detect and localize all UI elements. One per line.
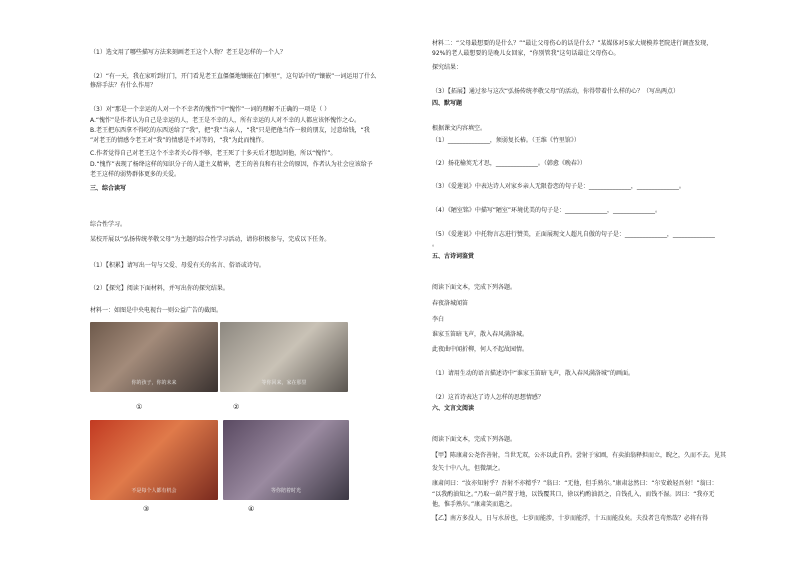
right-line: 材料二：“父母最想要的是什么？”“最让父母伤心的话是什么？”某媒体对5家大规模养老院进行调查发现， — [432, 40, 713, 47]
left-line: 材料一：如图是中央电视台一则公益广告的截图。 — [90, 307, 223, 314]
right-line: 探究结果： — [432, 64, 463, 71]
photo-number: ② — [233, 403, 240, 411]
right-line: 阅读下面文本，完成下列各题。 — [432, 284, 517, 291]
photo-number: ④ — [248, 505, 255, 513]
left-line: （1）选文用了哪些描写方法来刻画老王这个人物？老王是怎样的一个人？ — [90, 49, 286, 56]
ad-photo-3 — [90, 420, 218, 500]
photo-caption: 不是每个人都有机会 — [131, 488, 177, 494]
right-line: 阅读下面文本，完成下列各题。 — [432, 436, 517, 443]
section-heading: 五、古诗词鉴赏 — [432, 253, 475, 260]
photo-caption: 等你陪着时光 — [270, 488, 301, 494]
left-line: 综合性学习。 — [90, 221, 127, 228]
photo-number: ③ — [143, 505, 150, 513]
right-line: 康肃问曰：“汝亦知射乎？吾射不亦精乎？”翁曰：“无他，但手熟尔。”康肃忿然曰：“尔安敢轻吾射！”翁曰： — [432, 480, 718, 487]
right-line: （2）这首诗表达了诗人怎样的思想情感？ — [432, 394, 544, 401]
right-line: 发矢十中八九，但微颔之。 — [432, 465, 505, 472]
right-line: “以我酌油知之。”乃取一葫芦置于地，以钱覆其口，徐以杓酌油沥之，自钱孔入，而钱不湿。因曰：“我亦无 — [432, 491, 715, 498]
left-line: 修辞手法？有什么作用？ — [90, 82, 157, 89]
poem-title: 春夜洛城闻笛 — [432, 300, 469, 307]
left-line: 某校开展以“弘扬传统孝敬父母”为主题的综合性学习活动，请你积极参与，完成以下任务。 — [90, 236, 331, 243]
right-line: （1）请用生动的语言描述诗中“谁家玉笛暗飞声，散入春风满洛城”的画面。 — [432, 370, 635, 377]
left-line: D.“愧怍”表现了杨绛这样的知识分子的人道主义精神，老王的善良和有社会的原因，作者认为社会应该给予 — [90, 161, 373, 168]
section-heading: 三、综合读写 — [90, 185, 127, 192]
right-line: （5）《爱莲说》中托物言志进行赞美，正面展现文人超凡自傲的句子是：______________，______________ — [432, 231, 715, 238]
ad-photo-2 — [220, 322, 348, 392]
photo-caption: 你的孩子，你的未来 — [131, 380, 177, 386]
right-line: 。 — [432, 241, 439, 248]
left-line: （1）【积累】请写出一句与父爱、母爱有关的名言、俗语或诗句。 — [90, 262, 265, 269]
ad-photo-1 — [90, 322, 218, 392]
left-line: （2）【探究】阅读下面材料，并写出你的探究结果。 — [90, 285, 229, 292]
right-line: 根据课文内容填空。 — [432, 125, 487, 132]
right-line: （4）《陋室铭》中描写“陋室”环境优美的句子是：______________，______________。 — [432, 207, 662, 214]
right-line: （3）《爱莲说》中表达诗人对家乡亲人无限眷恋的句子是：______________，______________。 — [432, 183, 685, 190]
right-line: 【甲】陈康肃公尧咨善射，当世无双，公亦以此自矜。尝射于家圃，有卖油翁释担而立，睨之，久而不去。见其 — [432, 452, 727, 459]
poem-line: 此夜曲中闻折柳，何人不起故园情。 — [432, 346, 529, 353]
left-line: （3）对“那是一个幸运的人对一个不幸者的愧怍”中“愧怍”一词的理解不正确的一项是（ ） — [90, 106, 331, 113]
left-line: 老王这样的弱势群体更多的关爱。 — [90, 171, 181, 178]
poem-author: 李白 — [432, 316, 445, 323]
left-line: A.“愧怍”是作者认为自己是幸运的人，老王是不幸的人，所有幸运的人对不幸的人都应该怀愧怍之心。 — [90, 117, 361, 124]
left-line: B.老王把东西拿不得吃的东西送给了“我”，把“我”当亲人，“我”只是把他当作一般的朋友，过意给钱，“我 — [90, 127, 370, 134]
ad-photo-4 — [223, 420, 349, 500]
poem-line: 谁家玉笛暗飞声，散入春风满洛城。 — [432, 331, 529, 338]
left-line: C.作者觉得自己对老王这个不幸者关心得不够，老王死了十多天后才想起问他，所以“愧怍”。 — [90, 150, 337, 157]
section-heading: 四、默写题 — [432, 100, 463, 107]
left-line: ”对老王的情感令老王对“我”的情感是不对等的，“我”为此而愧怍。 — [90, 137, 268, 144]
photo-number: ① — [136, 403, 143, 411]
right-line: （2）扬花榆荚无才思，______________。（韩愈《晚春》） — [432, 160, 586, 167]
right-line: 92%的老人最想要的是晚儿女回家，“你别管我”这句话最让父母伤心。 — [432, 50, 620, 57]
section-heading: 六、文言文阅读 — [432, 405, 475, 412]
photo-caption: 等你回来，家在那里 — [261, 380, 307, 386]
right-line: （3）【拓展】通过参与这次“弘扬传统孝敬父母”的活动，你得带着什么样的心？（写出两点） — [432, 88, 680, 95]
right-line: 【乙】南方多没人，日与水居也，七岁而能涉，十岁而能浮，十五而能没矣。夫没者岂苟然哉？必将有得 — [432, 515, 709, 522]
right-line: （1）______________，须弱复长椿。（王维《竹里馆》） — [432, 137, 580, 144]
left-line: （2）“有一天，我在家听到打门，开门看见老王直僵僵地镶嵌在门框里”，这句话中的“镶嵌”一词运用了什么 — [90, 73, 377, 80]
right-line: 他，惟手熟尔。”康肃笑而遣之。 — [432, 501, 517, 508]
